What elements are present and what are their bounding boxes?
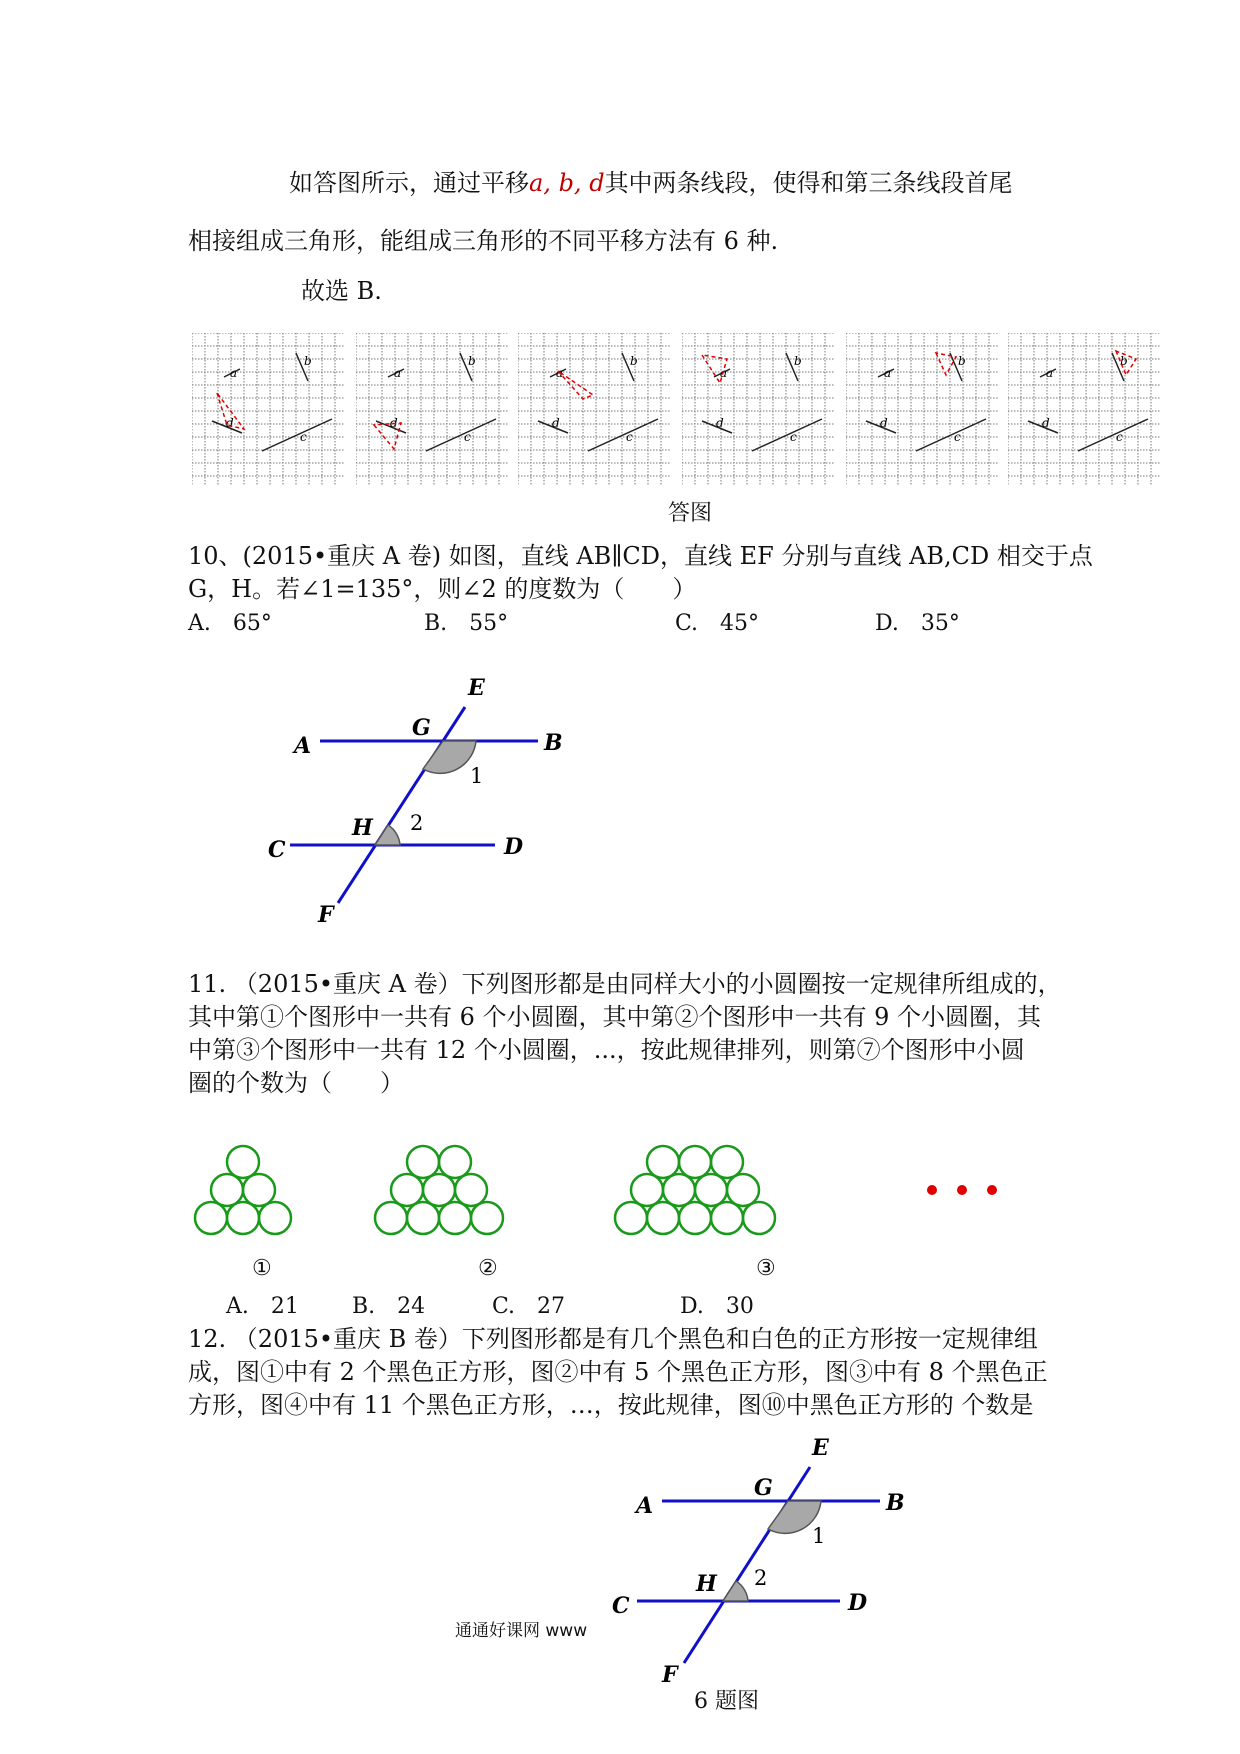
small-circle	[647, 1146, 679, 1178]
label-angle-1: 1	[812, 1524, 826, 1548]
small-circle	[259, 1202, 291, 1234]
label-f: F	[662, 1662, 678, 1688]
label-c: C	[612, 1593, 630, 1619]
small-circle	[615, 1202, 647, 1234]
segment-label: a	[394, 366, 402, 380]
small-circle	[439, 1202, 471, 1234]
solution-line-1-before: 如答图所示，通过平移	[289, 169, 529, 197]
small-circle	[727, 1174, 759, 1206]
small-circle	[631, 1174, 663, 1206]
figure-6-caption: 6 题图	[694, 1689, 759, 1714]
label-b: B	[886, 1490, 905, 1516]
small-circle	[743, 1202, 775, 1234]
segment-label: b	[1120, 354, 1128, 368]
solution-line-3: 故选 B.	[301, 277, 382, 305]
small-circle	[211, 1174, 243, 1206]
segment-label: a	[556, 366, 564, 380]
ellipsis-dot	[987, 1185, 997, 1195]
segment-label: c	[300, 430, 307, 444]
small-circle	[407, 1202, 439, 1234]
segment-label: b	[630, 354, 638, 368]
q10-line-1: 10、(2015•重庆 A 卷) 如图，直线 AB∥CD，直线 EF 分别与直线 AB,CD 相交于点	[188, 542, 1093, 570]
small-circle	[195, 1202, 227, 1234]
small-circle	[695, 1174, 727, 1206]
q11-line-1: 11. （2015•重庆 A 卷）下列图形都是由同样大小的小圆圈按一定规律所组成的，	[188, 970, 1062, 998]
q11-line-3: 中第③个图形中一共有 12 个小圆圈，...，按此规律排列，则第⑦个图形中小圆	[188, 1036, 1025, 1064]
label-h: H	[696, 1571, 717, 1597]
q10-figure	[260, 665, 590, 935]
angle-1-mark	[423, 741, 476, 773]
label-angle-2: 2	[410, 811, 424, 835]
segment-label: d	[552, 416, 560, 430]
q10-option-a: A. 65°	[188, 611, 272, 636]
label-h: H	[352, 815, 373, 841]
small-circle	[439, 1146, 471, 1178]
ellipsis-dot	[957, 1185, 967, 1195]
label-a: A	[636, 1493, 654, 1519]
small-circle	[455, 1174, 487, 1206]
q11-line-4: 圈的个数为（ ）	[188, 1069, 404, 1097]
line-ef	[684, 1467, 810, 1663]
small-circle	[407, 1146, 439, 1178]
segment-label: c	[790, 430, 797, 444]
angle-2-mark	[375, 825, 400, 845]
label-angle-1: 1	[470, 764, 484, 788]
small-circle	[391, 1174, 423, 1206]
solution-line-1	[289, 167, 1013, 199]
segment-label: b	[958, 354, 966, 368]
q12-line-1: 12. （2015•重庆 B 卷）下列图形都是有几个黑色和白色的正方形按一定规律组	[188, 1325, 1038, 1353]
q10-option-d: D. 35°	[875, 611, 960, 636]
grid-panel	[192, 333, 344, 488]
figure-6	[612, 1425, 942, 1695]
q11-figure-label-1: ①	[252, 1256, 272, 1281]
segment-label: a	[720, 366, 728, 380]
small-circle	[711, 1146, 743, 1178]
segment-label: d	[880, 416, 888, 430]
small-circle	[679, 1146, 711, 1178]
label-g: G	[412, 715, 431, 741]
small-circle	[647, 1202, 679, 1234]
q11-option-a: A. 21	[226, 1294, 299, 1319]
q10-line-2: G，H。若∠1=135°，则∠2 的度数为（ ）	[188, 575, 697, 603]
label-f: F	[318, 902, 334, 928]
segment-label: b	[468, 354, 476, 368]
angle-2-mark	[723, 1581, 748, 1601]
footer-site-watermark: 通通好课网 www	[455, 1621, 588, 1641]
label-b: B	[544, 730, 563, 756]
small-circle	[423, 1174, 455, 1206]
small-circle	[227, 1202, 259, 1234]
label-d: D	[848, 1590, 868, 1616]
line-ef	[338, 707, 465, 903]
q11-line-2: 其中第①个图形中一共有 6 个小圆圈，其中第②个图形中一共有 9 个小圆圈，其	[188, 1003, 1042, 1031]
label-e: E	[468, 675, 485, 701]
q11-option-b: B. 24	[352, 1294, 426, 1319]
grid-panel	[1008, 333, 1160, 488]
grid-panel	[356, 333, 508, 488]
segment-label: a	[1046, 366, 1054, 380]
segment-label: d	[1042, 416, 1050, 430]
segment-label: c	[464, 430, 471, 444]
q10-option-c: C. 45°	[675, 611, 760, 636]
segment-label: b	[794, 354, 802, 368]
label-g: G	[754, 1475, 773, 1501]
segment-label: a	[884, 366, 892, 380]
solution-line-2: 相接组成三角形，能组成三角形的不同平移方法有 6 种.	[188, 227, 779, 255]
segment-label: c	[954, 430, 961, 444]
small-circle	[243, 1174, 275, 1206]
segment-label: b	[304, 354, 312, 368]
q11-figure-label-3: ③	[756, 1256, 776, 1281]
grid-panel	[682, 333, 834, 488]
ellipsis-dot	[927, 1185, 937, 1195]
q11-option-c: C. 27	[492, 1294, 566, 1319]
label-c: C	[268, 837, 286, 863]
small-circle	[227, 1146, 259, 1178]
q12-line-3: 方形，图④中有 11 个黑色正方形，…，按此规律，图⑩中黑色正方形的 个数是	[188, 1391, 1034, 1419]
segment-label: a	[230, 366, 238, 380]
small-circle	[663, 1174, 695, 1206]
small-circle	[679, 1202, 711, 1234]
q12-line-2: 成，图①中有 2 个黑色正方形，图②中有 5 个黑色正方形，图③中有 8 个黑色正	[188, 1358, 1048, 1386]
small-circle	[375, 1202, 407, 1234]
segment-label: c	[1116, 430, 1123, 444]
grid-panel	[518, 333, 670, 488]
segment-label: c	[626, 430, 633, 444]
q10-option-b: B. 55°	[424, 611, 509, 636]
answer-figure-caption: 答图	[668, 501, 713, 526]
label-angle-2: 2	[754, 1566, 768, 1590]
segment-label: d	[226, 416, 234, 430]
label-a: A	[294, 733, 312, 759]
solution-line-1-after: 其中两条线段，使得和第三条线段首尾	[604, 169, 1013, 197]
label-d: D	[504, 834, 524, 860]
label-e: E	[812, 1435, 829, 1461]
segment-label: d	[716, 416, 724, 430]
grid-panel	[846, 333, 998, 488]
q11-figure-label-2: ②	[478, 1256, 498, 1281]
solution-vars: a, b, d	[529, 169, 605, 197]
q11-option-d: D. 30	[680, 1294, 754, 1319]
segment-label: d	[390, 416, 398, 430]
small-circle	[711, 1202, 743, 1234]
small-circle	[471, 1202, 503, 1234]
q11-circles-figure	[180, 1140, 1030, 1250]
